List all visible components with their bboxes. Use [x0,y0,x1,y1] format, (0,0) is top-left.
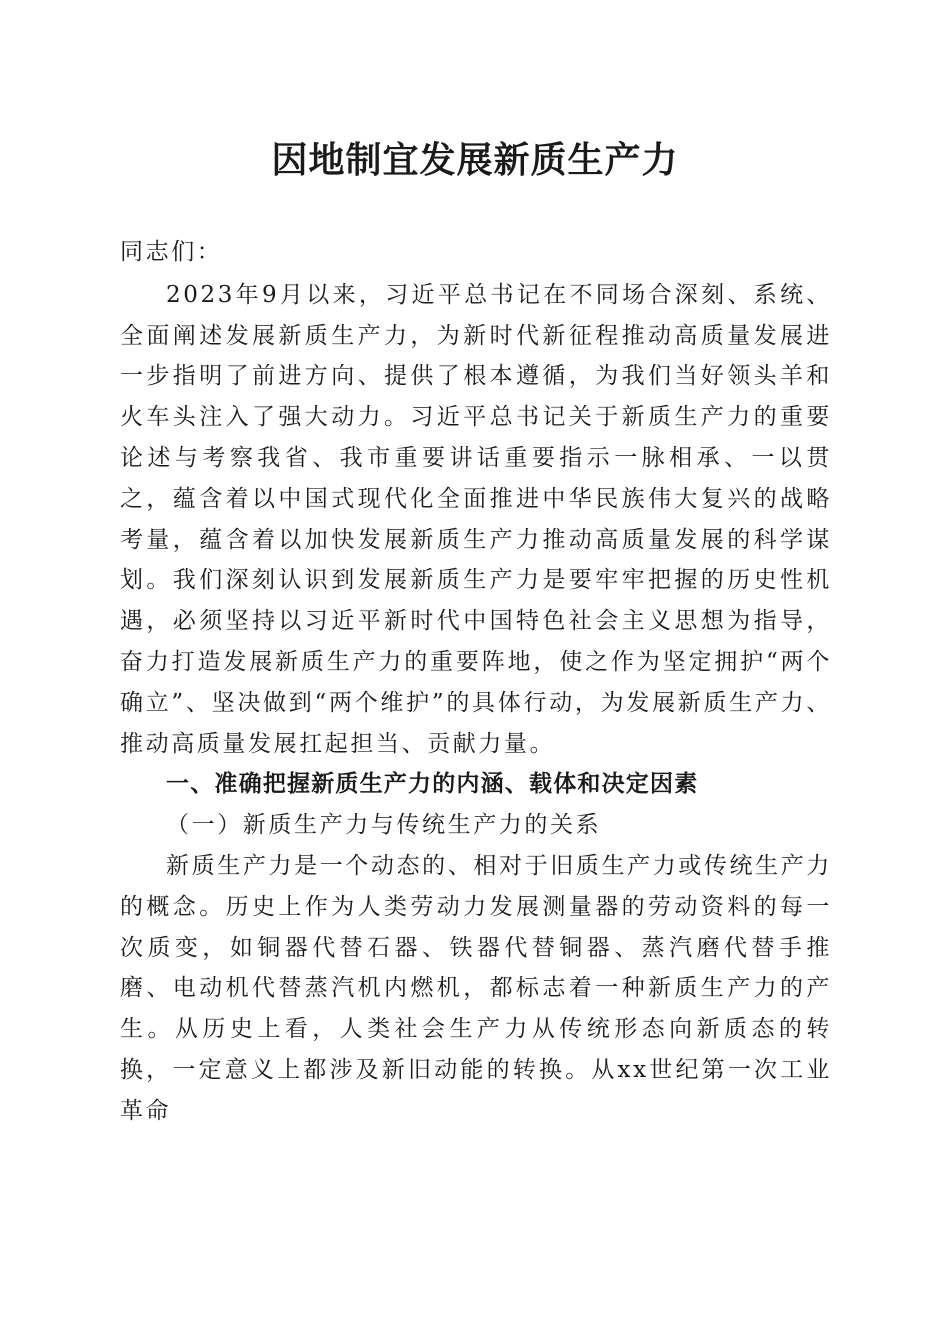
paragraph-intro: 2023年9月以来，习近平总书记在不同场合深刻、系统、全面阐述发展新质生产力，为新时代新征程推动高质量发展进一步指明了前进方向、提供了根本遵循，为我们当好领头羊和火车头注入了强大动力。习近平总书记关于新质生产力的重要论述与考察我省、我市重要讲话重要指示一脉相承、一以贯之，蕴含着以中国式现代化全面推进中华民族伟大复兴的战略考量，蕴含着以加快发展新质生产力推动高质量发展的科学谋划。我们深刻认识到发展新质生产力是要牢牢把握的历史性机遇，必须坚持以习近平新时代中国特色社会主义思想为指导，奋力打造发展新质生产力的重要阵地，使之作为坚定拥护“两个确立”、坚决做到“两个维护”的具体行动，为发展新质生产力、推动高质量发展扛起担当、贡献力量。 [120,281,832,757]
greeting: 同志们： [120,239,223,265]
section-heading-1: 一、准确把握新质生产力的内涵、载体和决定因素 [166,771,699,798]
document-body [120,232,832,1132]
subsection-heading-1-1: （一）新质生产力与传统生产力的关系 [166,812,602,839]
paragraph-new-productivity: 新质生产力是一个动态的、相对于旧质生产力或传统生产力的概念。历史上作为人类劳动力发展测量器的劳动资料的每一次质变，如铜器代替石器、铁器代替铜器、蒸汽磨代替手推磨、电动机代替蒸汽机内燃机，都标志着一种新质生产力的产生。从历史上看，人类社会生产力从传统形态向新质态的转换，一定意义上都涉及新旧动能的转换。从xx世纪第一次工业革命 [120,852,832,1124]
document-title: 因地制宜发展新质生产力 [271,139,679,181]
